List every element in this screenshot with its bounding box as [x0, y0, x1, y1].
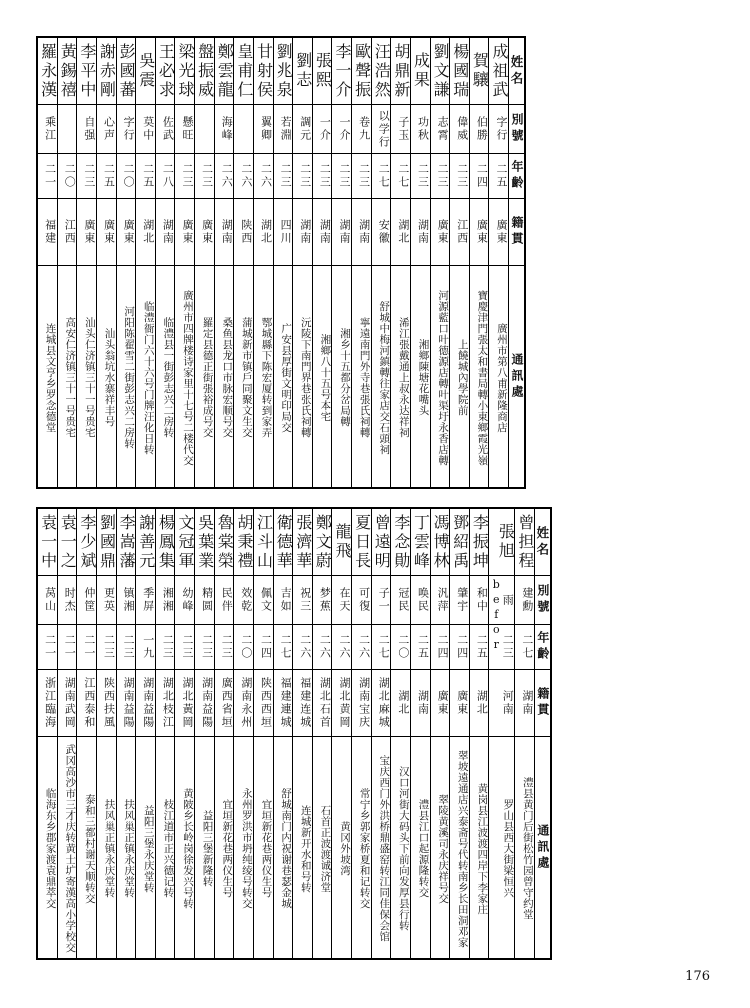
- cell-age: 二六: [253, 154, 273, 199]
- cell-address: 临澧县一街彭志兴二房转: [155, 266, 175, 489]
- row-address: [37, 737, 551, 960]
- row-native-place: [37, 199, 525, 266]
- cell-name: 胡鼎新: [391, 37, 411, 105]
- cell-name: 劉兆泉: [273, 37, 293, 105]
- cell-native-place: 江西: [57, 199, 77, 266]
- cell-alias: [234, 105, 254, 154]
- cell-native-place: 湖北: [253, 199, 273, 266]
- cell-address: 石首正波渡诚济堂: [312, 737, 332, 960]
- cell-age: 二五: [469, 625, 489, 670]
- cell-name: 謝善元: [136, 508, 156, 576]
- cell-address: 寶慶津門張太和書局轉小東鄉霞光嶺: [469, 266, 489, 489]
- cell-native-place: 陕西: [234, 199, 254, 266]
- row-name: [37, 37, 525, 105]
- cell-age: 二七: [273, 625, 293, 670]
- cell-name: 歐聲振: [352, 37, 372, 105]
- cell-address: 翠陵黄溪司永庆祥号交: [430, 737, 450, 960]
- cell-native-place: 湖北: [391, 199, 411, 266]
- cell-age: 二〇: [57, 154, 77, 199]
- cell-address: 汉口河街大码头下前向发厚县行转: [391, 737, 411, 960]
- row-header-age: 年齡: [534, 625, 551, 670]
- cell-address: 河源藍口叶德源店轉叶渠圩永香店轉: [430, 266, 450, 489]
- cell-age: 二七: [371, 154, 391, 199]
- cell-alias: 一介: [332, 105, 352, 154]
- cell-name: 龍飛: [332, 508, 352, 576]
- cell-age: 二一: [37, 154, 57, 199]
- cell-name: 江斗山: [253, 508, 273, 576]
- cell-alias: 若淵: [273, 105, 293, 154]
- cell-address: 廣州市四牌楼诗家里十七号二楼代交: [175, 266, 195, 489]
- cell-age: 二六: [214, 154, 234, 199]
- row-header-native-place: 籍貫: [534, 670, 551, 737]
- cell-alias: 偉威: [450, 105, 470, 154]
- cell-native-place: 湖南: [332, 199, 352, 266]
- cell-address: 黄岗县江波渡四岸下李家庄: [469, 737, 489, 960]
- cell-age: 二六: [352, 625, 372, 670]
- cell-alias: 佐武: [155, 105, 175, 154]
- cell-native-place: 廣東: [195, 199, 215, 266]
- cell-address: 羅定县德正街張裕成号交: [195, 266, 215, 489]
- cell-alias: 效乾: [234, 576, 254, 625]
- cell-native-place: 湖南益陽: [195, 670, 215, 737]
- cell-age: 二四: [253, 625, 273, 670]
- cell-address: 广安县厚街文明印局交: [273, 266, 293, 489]
- cell-name: 黃錫禧: [57, 37, 77, 105]
- cell-address: 汕头翁坑水寨祥丰号: [96, 266, 116, 489]
- cell-alias: 可復: [352, 576, 372, 625]
- cell-alias: 莴山: [37, 576, 57, 625]
- cell-age: 二三: [273, 154, 293, 199]
- cell-age: 二七: [391, 154, 411, 199]
- cell-age: 二三: [332, 154, 352, 199]
- cell-alias: 梦蕉: [312, 576, 332, 625]
- cell-native-place: 湖北麻城: [371, 670, 391, 737]
- cell-native-place: 廣西省垣: [214, 670, 234, 737]
- row-age: [37, 625, 551, 670]
- cell-address: 宜垣新花巷两仪生号: [253, 737, 273, 960]
- row-header-age: 年齡: [509, 154, 526, 199]
- cell-name: 李平中: [77, 37, 97, 105]
- cell-age: 二六: [234, 154, 254, 199]
- cell-alias: 懸旺: [175, 105, 195, 154]
- cell-name: 成果: [410, 37, 430, 105]
- cell-address: 湘鄉八十五号本宅: [312, 266, 332, 489]
- cell-name: 衛德華: [273, 508, 293, 576]
- row-header-address: 通訊處: [534, 737, 551, 960]
- cell-alias: 調元: [293, 105, 313, 154]
- cell-alias: 乘江: [37, 105, 57, 154]
- cell-alias: 仲筐: [77, 576, 97, 625]
- cell-alias: 更英: [96, 576, 116, 625]
- cell-address: 黄冈外坡湾: [332, 737, 352, 960]
- roster-table-top: [36, 36, 526, 489]
- cell-name: 曾遠明: [371, 508, 391, 576]
- cell-address: 沅陵下南門界巷张氏祠轉: [293, 266, 313, 489]
- cell-age: 二七: [371, 625, 391, 670]
- cell-name: 魯棠榮: [214, 508, 234, 576]
- cell-native-place: 四川: [273, 199, 293, 266]
- cell-name: 汪浩然: [371, 37, 391, 105]
- cell-address: 扶风巢正镇永庆堂转: [116, 737, 136, 960]
- cell-alias: 卷九: [352, 105, 372, 154]
- cell-native-place: 江西泰和: [77, 670, 97, 737]
- cell-native-place: 湖北: [391, 670, 411, 737]
- cell-age: 二一: [57, 625, 77, 670]
- cell-age: 二一: [77, 625, 97, 670]
- cell-age: 二四: [469, 154, 489, 199]
- cell-name: 馮博林: [430, 508, 450, 576]
- cell-address: 临澧衙门六十六号门牌汪化日转: [136, 266, 156, 489]
- cell-age: 二三: [489, 625, 515, 670]
- cell-age: 二三: [410, 154, 430, 199]
- cell-address: 舒城南门内祝谢巷瑟金城: [273, 737, 293, 960]
- cell-name: 彭國蕃: [116, 37, 136, 105]
- cell-alias: 民伴: [214, 576, 234, 625]
- cell-age: 二四: [430, 625, 450, 670]
- cell-native-place: 湖南: [312, 199, 332, 266]
- cell-alias: 肇宇: [450, 576, 470, 625]
- row-native-place: [37, 670, 551, 737]
- cell-native-place: 湖北石首: [312, 670, 332, 737]
- cell-address: 泰和三都村谢天顺转交: [77, 737, 97, 960]
- cell-native-place: 湖南: [352, 199, 372, 266]
- cell-address: 澧县黄门后街松竹园曾守约堂: [515, 737, 535, 960]
- cell-address: 连城新开水和号转: [293, 737, 313, 960]
- cell-address: 上饒城內學院前: [450, 266, 470, 489]
- cell-address: 宜垣新花巷两仪生号: [214, 737, 234, 960]
- cell-alias: 吉如: [273, 576, 293, 625]
- row-age: [37, 154, 525, 199]
- cell-alias: 志霄: [430, 105, 450, 154]
- row-alias: [37, 576, 551, 625]
- cell-native-place: 湖北: [136, 199, 156, 266]
- cell-name: 李少斌: [77, 508, 97, 576]
- cell-native-place: 陕西扶風: [96, 670, 116, 737]
- cell-age: 二三: [155, 625, 175, 670]
- cell-alias: 字行: [489, 105, 509, 154]
- cell-alias: 幼峰: [175, 576, 195, 625]
- cell-age: 二三: [116, 625, 136, 670]
- cell-address: 鄂城縣下陈宏厦转到家弄: [253, 266, 273, 489]
- cell-address: 黄陂乡长岭岗徐发兴号转: [175, 737, 195, 960]
- row-header-name: 姓名: [509, 37, 526, 105]
- cell-alias: 莫中: [136, 105, 156, 154]
- cell-name: 李念勛: [391, 508, 411, 576]
- cell-name: 劉國鼎: [96, 508, 116, 576]
- cell-address: 寧遠南門外寺巷張氏祠轉: [352, 266, 372, 489]
- row-header-address: 通訊處: [509, 266, 526, 489]
- cell-alias: 海峰: [214, 105, 234, 154]
- cell-name: 夏日長: [352, 508, 372, 576]
- cell-address: 常宁乡郭家桥夏和记转交: [352, 737, 372, 960]
- cell-alias: 湘湘: [155, 576, 175, 625]
- roster-table-bottom: [36, 507, 552, 960]
- cell-native-place: 廣東: [96, 199, 116, 266]
- cell-name: 成祖武: [489, 37, 509, 105]
- cell-native-place: 湖南武岡: [57, 670, 77, 737]
- cell-age: 二三: [214, 625, 234, 670]
- cell-alias: 精圆: [195, 576, 215, 625]
- cell-name: 楊鳳集: [155, 508, 175, 576]
- cell-native-place: 湖北枝江: [155, 670, 175, 737]
- cell-native-place: 福建連城: [273, 670, 293, 737]
- row-address: [37, 266, 525, 489]
- cell-age: 二三: [195, 154, 215, 199]
- cell-address: 廣州市第八甫新隆商店: [489, 266, 509, 489]
- cell-name: 袁一中: [37, 508, 57, 576]
- cell-age: 二三: [195, 625, 215, 670]
- cell-address: 翠坡遠通店兴泰斋号代转南乡长田洞邓家: [450, 737, 470, 960]
- cell-name: 丁雲峰: [410, 508, 430, 576]
- cell-native-place: 廣東: [489, 199, 509, 266]
- cell-native-place: 福建连城: [293, 670, 313, 737]
- cell-address: 蒲城新市镇戶同聚文生交: [234, 266, 254, 489]
- row-header-alias: 別號: [509, 105, 526, 154]
- cell-alias: 佩文: [253, 576, 273, 625]
- cell-name: 羅永漢: [37, 37, 57, 105]
- cell-name: 鄭雲龍: [214, 37, 234, 105]
- cell-native-place: 湖南: [515, 670, 535, 737]
- cell-native-place: 湖北黃岡: [175, 670, 195, 737]
- cell-address: 武冈高沙市三才庆转黄士圹寄漢高小学校交: [57, 737, 77, 960]
- cell-native-place: 湖北黄岡: [332, 670, 352, 737]
- row-header-name: 姓名: [534, 508, 551, 576]
- cell-address: 湘乡十五都分岔局轉: [332, 266, 352, 489]
- cell-alias: 子一: [371, 576, 391, 625]
- cell-address: 高安仁济镇三十一号贵宅: [57, 266, 77, 489]
- cell-name: 賀驤: [469, 37, 489, 105]
- cell-alias: 和中: [469, 576, 489, 625]
- cell-native-place: 湖南: [410, 670, 430, 737]
- cell-alias: 子玉: [391, 105, 411, 154]
- cell-native-place: 廣東: [77, 199, 97, 266]
- cell-alias: 一介: [312, 105, 332, 154]
- cell-age: 二五: [96, 154, 116, 199]
- cell-name: 李嵩藩: [116, 508, 136, 576]
- cell-address: 汕头仁济镇三十一号贵宅: [77, 266, 97, 489]
- cell-alias: 祝三: [293, 576, 313, 625]
- cell-name: 劉志: [293, 37, 313, 105]
- cell-alias: [57, 105, 77, 154]
- cell-address: 益阳三堡永庆堂转: [136, 737, 156, 960]
- cell-address: 澧县江口起源隆转交: [410, 737, 430, 960]
- cell-name: 袁一之: [57, 508, 77, 576]
- cell-name: 鄭文蔚: [312, 508, 332, 576]
- cell-name: 皇甫仁: [234, 37, 254, 105]
- cell-name: 李振坤: [469, 508, 489, 576]
- cell-alias: 以学行: [371, 105, 391, 154]
- cell-native-place: 湖南益陽: [116, 670, 136, 737]
- cell-alias: 心声: [96, 105, 116, 154]
- cell-alias: 建勳: [515, 576, 535, 625]
- cell-age: 二四: [450, 625, 470, 670]
- cell-age: 二六: [312, 625, 332, 670]
- cell-native-place: 廣東: [116, 199, 136, 266]
- cell-name: 謝赤剛: [96, 37, 116, 105]
- cell-age: 二三: [175, 625, 195, 670]
- row-name: [37, 508, 551, 576]
- cell-address: 连城县文亨乡罗念德堂: [37, 266, 57, 489]
- cell-native-place: 江西: [450, 199, 470, 266]
- cell-age: 二三: [450, 154, 470, 199]
- cell-age: 二五: [136, 154, 156, 199]
- cell-alias: 伯勝: [469, 105, 489, 154]
- cell-native-place: 河南: [489, 670, 515, 737]
- cell-alias: 功秋: [410, 105, 430, 154]
- cell-native-place: 廣東: [430, 199, 450, 266]
- cell-name: 吳葉業: [195, 508, 215, 576]
- cell-address: 罗山县西大街梁恒兴: [489, 737, 515, 960]
- cell-native-place: 湖南: [155, 199, 175, 266]
- cell-alias: 唤民: [410, 576, 430, 625]
- cell-age: 二七: [515, 625, 535, 670]
- cell-address: 舒城中梅河鎮轉往家店交石頭祠: [371, 266, 391, 489]
- cell-age: 二八: [155, 154, 175, 199]
- cell-native-place: 湖南: [410, 199, 430, 266]
- cell-age: 二一: [37, 625, 57, 670]
- cell-native-place: 福建: [37, 199, 57, 266]
- cell-native-place: 安徽: [371, 199, 391, 266]
- cell-age: 二三: [175, 154, 195, 199]
- cell-alias: 汎萍: [430, 576, 450, 625]
- cell-alias: 时杰: [57, 576, 77, 625]
- cell-native-place: 湖南: [214, 199, 234, 266]
- cell-name: 張旭: [489, 508, 515, 576]
- cell-address: 永州罗洪市坍纯绫号转交: [234, 737, 254, 960]
- cell-name: 楊國瑞: [450, 37, 470, 105]
- cell-alias: 字行: [116, 105, 136, 154]
- page-number: 176: [685, 969, 710, 984]
- cell-age: 二五: [489, 154, 509, 199]
- cell-name: 文冠軍: [175, 508, 195, 576]
- cell-native-place: 廣東: [469, 199, 489, 266]
- cell-native-place: 湖南宝庆: [352, 670, 372, 737]
- cell-age: 二三: [430, 154, 450, 199]
- cell-name: 曾担程: [515, 508, 535, 576]
- cell-native-place: 廣東: [450, 670, 470, 737]
- cell-age: 二三: [77, 154, 97, 199]
- cell-address: 桑鱼县龙口市脉宏顺号交: [214, 266, 234, 489]
- cell-address: 益阳三堡新隆转: [195, 737, 215, 960]
- cell-native-place: 湖南: [293, 199, 313, 266]
- cell-native-place: 湖南益陽: [136, 670, 156, 737]
- cell-alias: 冠民: [391, 576, 411, 625]
- cell-name: 張熙: [312, 37, 332, 105]
- cell-native-place: 浙江臨海: [37, 670, 57, 737]
- cell-alias: 镇湘: [116, 576, 136, 625]
- cell-age: 二〇: [234, 625, 254, 670]
- cell-native-place: 廣東: [430, 670, 450, 737]
- cell-name: 李一介: [332, 37, 352, 105]
- cell-age: 二〇: [116, 154, 136, 199]
- cell-native-place: 陕西西垣: [253, 670, 273, 737]
- cell-alias: 翼卿: [253, 105, 273, 154]
- row-alias: [37, 105, 525, 154]
- cell-alias: 季屏: [136, 576, 156, 625]
- cell-alias: [195, 105, 215, 154]
- cell-age: 二〇: [391, 625, 411, 670]
- cell-address: 湘鄉陳塘花嘴头: [410, 266, 430, 489]
- cell-age: 二五: [410, 625, 430, 670]
- cell-age: 二三: [352, 154, 372, 199]
- cell-name: 胡秉禮: [234, 508, 254, 576]
- cell-address: 枝江道市正兴德记转: [155, 737, 175, 960]
- cell-name: 盤振威: [195, 37, 215, 105]
- cell-name: 梁光球: [175, 37, 195, 105]
- cell-age: 二三: [96, 625, 116, 670]
- cell-name: 張濟華: [293, 508, 313, 576]
- cell-age: 一九: [136, 625, 156, 670]
- cell-age: 二三: [312, 154, 332, 199]
- cell-native-place: 廣東: [175, 199, 195, 266]
- cell-age: 二三: [293, 154, 313, 199]
- cell-address: 临海东乡郡家渡袁鼎萃交: [37, 737, 57, 960]
- cell-alias: 雨befor: [489, 576, 515, 625]
- cell-age: 二六: [293, 625, 313, 670]
- row-header-alias: 別號: [534, 576, 551, 625]
- cell-name: 王必求: [155, 37, 175, 105]
- cell-name: 劉文謙: [430, 37, 450, 105]
- cell-age: 二六: [332, 625, 352, 670]
- cell-address: 河阳陈翟雪二街彭志兴二房转: [116, 266, 136, 489]
- cell-address: 宝庆西门外洪桥鼎盛窑转江同佳保会馆: [371, 737, 391, 960]
- cell-alias: 在天: [332, 576, 352, 625]
- cell-name: 甘射侯: [253, 37, 273, 105]
- cell-native-place: 湖南永州: [234, 670, 254, 737]
- cell-native-place: 湖北: [469, 670, 489, 737]
- cell-name: 鄧紹禹: [450, 508, 470, 576]
- cell-address: 扶风巢正镇永庆堂转: [96, 737, 116, 960]
- cell-alias: 自强: [77, 105, 97, 154]
- cell-name: 吳震: [136, 37, 156, 105]
- cell-address: 浠江張戴通上叔永达祥祠: [391, 266, 411, 489]
- row-header-native-place: 籍貫: [509, 199, 526, 266]
